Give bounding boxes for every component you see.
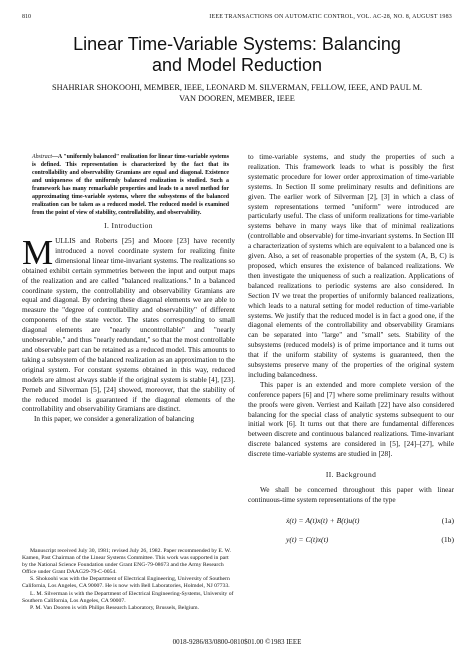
equation-1b	[248, 533, 454, 548]
title-line-1: Linear Time-Variable Systems: Balancing	[73, 34, 401, 54]
author-list	[40, 82, 434, 104]
equation-1a-tag: (1a)	[441, 515, 454, 525]
abstract-text: —A "uniformly balanced" realization for linear time-variable systems is defined. This representation is characterized by the fact that its controllability and observability Gramians are equal and diagonal. Existence and uniqueness of the uniformly balanced realization is studied. Such a framework has many remarkable properties and leads to a novel method for approximating time-variable systems, where the subsystems of the balanced realization can be taken as a reduced model. The reduced model is examined from the point of view of stability, controllability, and observability.	[32, 154, 229, 216]
footnote-manuscript: Manuscript received July 30, 1981; revised July 26, 1982. Paper recommended by E. W. Kamen, Past Chairman of the Linear Systems Committee. This work was supported in part by the National Science Foundation under Grant ENG-79-08673 and the Army Research Office under Grant DAAG29-79-C-0054.	[22, 548, 231, 576]
authors-line-2: VAN DOOREN, MEMBER, IEEE	[179, 94, 295, 103]
left-column	[22, 153, 235, 425]
footnote-silverman: L. M. Silverman is with the Department of Electrical Engineering-Systems, University of Southern California, Los Angeles, CA 90007.	[22, 590, 234, 604]
intro-paragraph-2: In this paper, we consider a generalization of balancing	[34, 415, 195, 424]
footnotes	[22, 548, 235, 612]
authors-line-1: SHAHRIAR SHOKOOHI, MEMBER, IEEE, LEONARD M. SILVERMAN, FELLOW, IEEE, AND PAUL M.	[51, 83, 423, 92]
equation-1a-expression: ẋ(t) = A(t)x(t) + B(t)u(t)	[286, 515, 360, 525]
equation-1b-tag: (1b)	[441, 534, 454, 544]
copyright-footer: 0018-9286/83/0800-0810$01.00 ©1983 IEEE	[172, 638, 302, 646]
equation-1a	[248, 514, 454, 529]
page-number: 810	[22, 14, 31, 20]
footnote-van-dooren: P. M. Van Dooren is with Philips Research Laboratory, Brussels, Belgium.	[30, 604, 200, 611]
paper-title	[0, 34, 474, 76]
intro-paragraph-1-text: ULLIS and Roberts [25] and Moore [23] have recently introduced a novel coordinate system for realizing finite dimensional linear time-invariant systems. The realizations so obtained exhibit certain symmetries between the input and output maps of the realization and are called "balanced realizations." In a balanced coordinate system, the controllability and observability Gramians are equal and diagonal. By ordering these diagonal elements we are able to measure the "degree of controllability and observability" of different components of the state vector. The states corresponding to small diagonal elements are "nearly uncontrollable" and "nearly unobservable," and thus "nearly redundant," so that the most controllable and observable part can be retained as a reduced model. This amounts to taking a subsystem of the balanced realization as an approximation to the original system. For constant systems obtained in this way, reduced models are almost always stable if the original system is stable [4], [23]. Perneb and Silverman [5], [24] showed, moreover, that the stability of the reduced model is guaranteed if the diagonal elements of the controllability and observability Gramians are distinct.	[22, 237, 235, 414]
intro-paragraph-1	[22, 233, 235, 415]
equation-1b-expression: y(t) = C(t)x(t)	[286, 534, 329, 544]
background-paragraph: We shall be concerned throughout this paper with linear continuous-time system representations of the type	[248, 486, 454, 504]
drop-cap: M	[22, 233, 54, 272]
right-column	[248, 153, 454, 548]
section-heading-background: II. Background	[325, 470, 377, 480]
right-paragraph-2: This paper is an extended and more complete version of the conference papers [6] and [7] where some preliminary results without the proofs were given. Verriest and Kailath [22] have also considered balancing for the special class of analytic systems subsequent to our initial work [6]. It turns out that there are fundamental differences between discrete and continuous balanced realizations. Time-invariant discrete balanced systems are considered in [5], [24]–[27], while discrete time-variable systems are studied in [28].	[248, 380, 454, 459]
journal-name: IEEE TRANSACTIONS ON AUTOMATIC CONTROL, VOL. AC-28, NO. 8, AUGUST 1983	[209, 14, 452, 20]
title-line-2: and Model Reduction	[151, 55, 323, 75]
abstract	[22, 153, 235, 217]
footnote-shokoohi: S. Shokoohi was with the Department of Electrical Engineering, University of Southern California, Los Angeles, CA 90007. He is now with Bell Laboratories, Holmdel, NJ 07733.	[22, 576, 230, 590]
running-header	[22, 14, 452, 24]
section-heading-introduction: I. Introduction	[104, 221, 153, 230]
right-paragraph-1: to time-variable systems, and study the properties of such a realization. This framework leads to what is possibly the first systematic procedure for lower order approximation of time-variable systems. In Section II some preliminary results and definitions are given. The earlier work of Silverman [2], [3] in which a class of system representations termed "uniform" were introduced are particularly useful. The class of uniform realizations for time-variable systems behave in many ways like that of minimal realizations (controllable and observable) for time-invariant systems. In Section III a characterization of systems which are equivalent to a balanced one is given. Also, a set of reasonable properties of the system (A, B, C) is proposed, which ensures the existence of balanced realizations. We then investigate the uniqueness of such a realization. Applications of balanced realizations to periodic systems are also considered. In Section IV we treat the properties of uniformly balanced realizations, which leads to a natural setting for model reduction of time-variable systems. We justify that the reduced model is in fact a good one, if the diagonal elements of the controllability and observability Gramians can be separated into "large" and "small" sets. Stability of the subsystems (reduced models) is of prime importance and it turns out that if the uniform stability of systems is guaranteed, then the subsystems preserve many of the properties of the original system including balancedness.	[248, 153, 454, 379]
abstract-lead: Abstract	[32, 154, 52, 160]
